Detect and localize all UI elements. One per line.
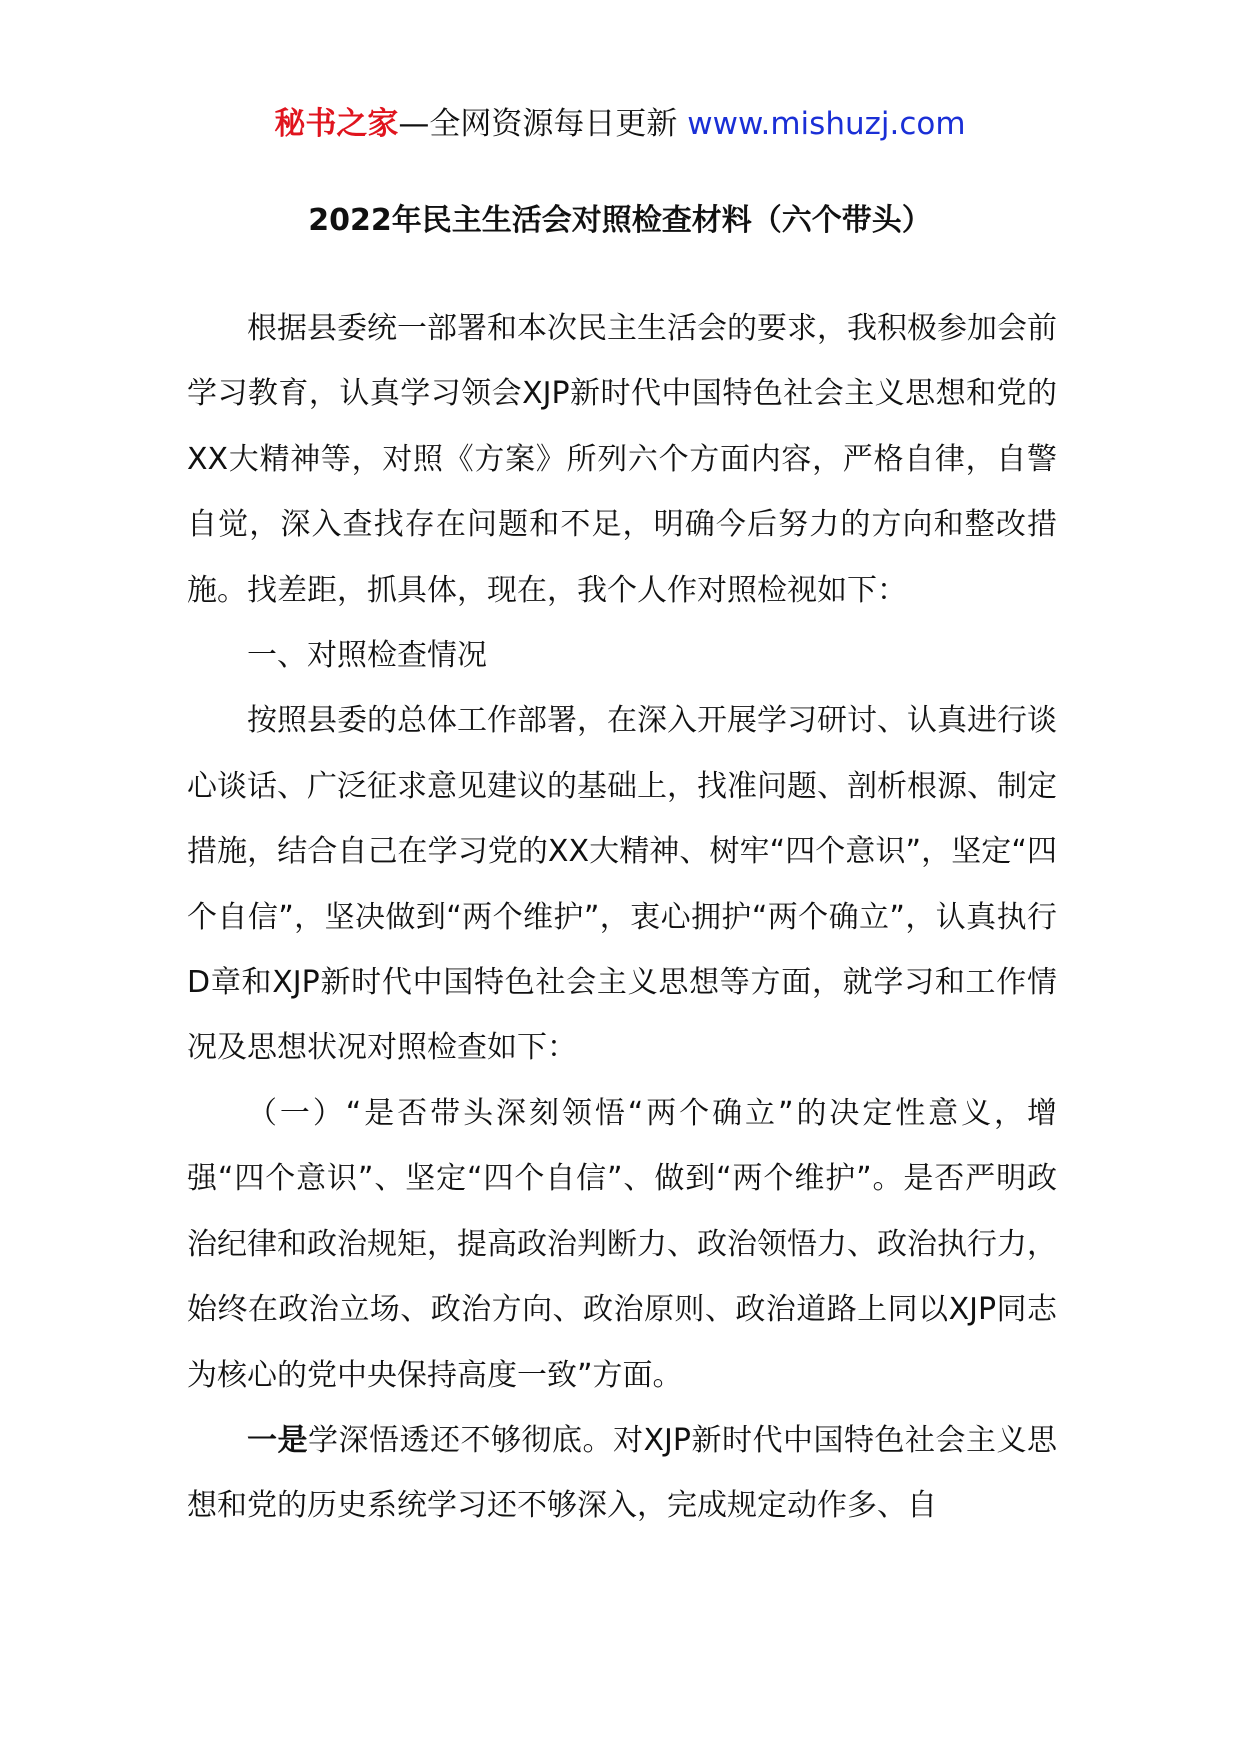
paragraph-point-1 <box>187 1408 1057 1539</box>
paragraph-overview: 按照县委的总体工作部署，在深入开展学习研讨、认真进行谈心谈话、广泛征求意见建议的基础上，找准问题、剖析根源、制定措施，结合自己在学习党的XX大精神、树牢“四个意识”，坚定“四个自信”，坚决做到“两个维护”，衷心拥护“两个确立”，认真执行D章和XJP新时代中国特色社会主义思想等方面，就学习和工作情况及思想状况对照检查如下： <box>187 703 1057 1066</box>
point-text: 学深悟透还不够彻底。对XJP新时代中国特色社会主义思想和党的历史系统学习还不够深入，完成规定动作多、自 <box>187 1422 1057 1524</box>
paragraph-subsection-1: （一）“是否带头深刻领悟“两个确立”的决定性意义，增强“四个意识”、坚定“四个自信”、做到“两个维护”。是否严明政治纪律和政治规矩，提高政治判断力、政治领悟力、政治执行力，始终在政治立场、政治方向、政治原则、政治道路上同以XJP同志为核心的党中央保持高度一致”方面。 <box>187 1095 1057 1393</box>
document-title: 2022年民主生活会对照检查材料（六个带头） <box>308 203 932 238</box>
site-url-link[interactable]: www.mishuzj.com <box>687 106 966 142</box>
point-lead: 一是 <box>247 1422 308 1458</box>
document-body <box>187 296 1057 1539</box>
site-header <box>0 100 1240 148</box>
section-heading-1: 一、对照检查情况 <box>247 638 487 674</box>
site-brand: 秘书之家 <box>274 106 399 142</box>
paragraph-intro: 根据县委统一部署和本次民主生活会的要求，我积极参加会前学习教育，认真学习领会XJP新时代中国特色社会主义思想和党的XX大精神等，对照《方案》所列六个方面内容，严格自律，自警自觉，深入查找存在问题和不足，明确今后努力的方向和整改措施。找差距，抓具体，现在，我个人作对照检视如下： <box>187 311 1057 608</box>
site-tagline: —全网资源每日更新 <box>398 106 688 142</box>
